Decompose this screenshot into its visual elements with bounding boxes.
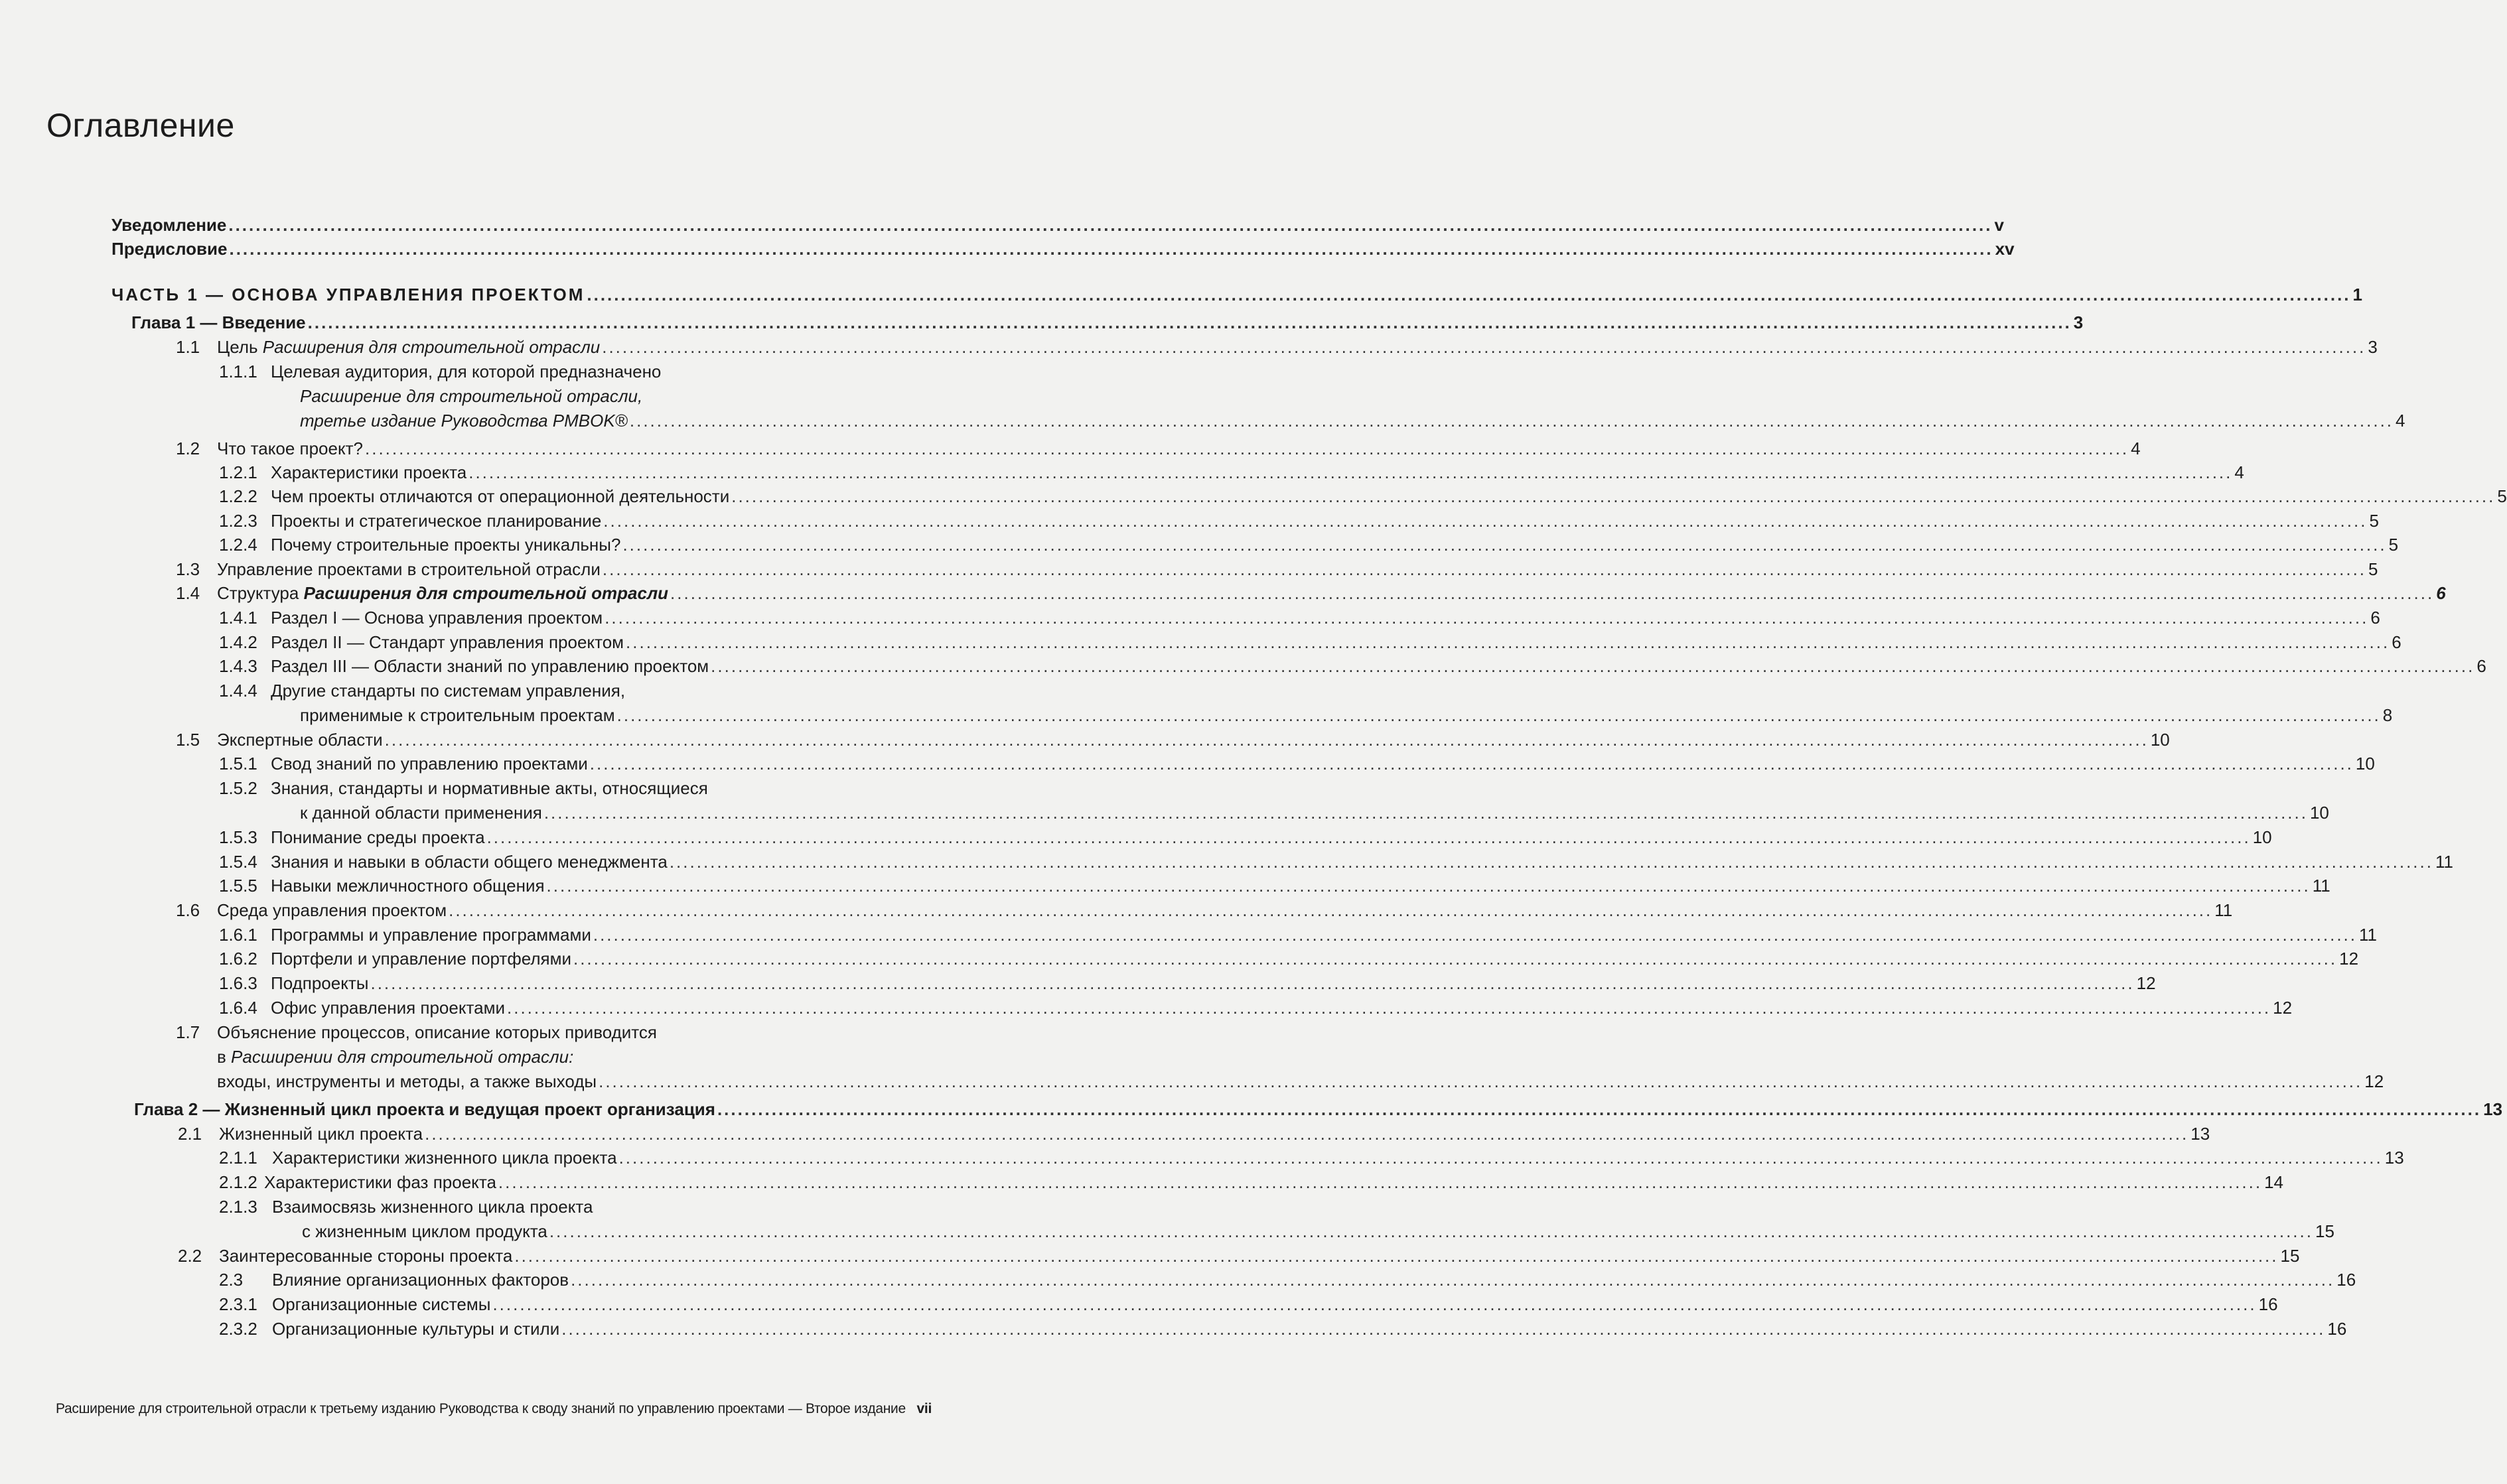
toc-entry-page: 16 (2258, 1294, 2278, 1314)
toc-dot-leader: .................................................................................................................................................................................................................................................................... (229, 239, 1993, 259)
toc-entry-title: Офис управления проектами (271, 998, 505, 1018)
toc-entry-number: 2.1.3 (219, 1197, 257, 1217)
toc-entry-page: 15 (2315, 1221, 2334, 1241)
toc-entry (134, 1098, 2503, 1120)
toc-entry-number: 1.1 (176, 337, 200, 357)
toc-entry-page: 8 (2382, 705, 2393, 725)
toc-entry (217, 1046, 853, 1068)
toc-dot-leader: .................................................................................................................................................................................................................................................................... (486, 827, 2251, 847)
toc-entry-title: Чем проекты отличаются от операционной деятельности (271, 486, 730, 506)
toc-entry-number: 1.4.2 (219, 632, 257, 652)
toc-entry-number: 1.2.2 (219, 486, 257, 506)
footer-text: Расширение для строительной отрасли к третьему изданию Руководства к своду знаний по управлению проектами — Второе издание (56, 1401, 906, 1416)
toc-entry-page: 5 (2369, 511, 2379, 531)
toc-entry-title: Знания и навыки в области общего менеджмента (271, 852, 668, 872)
toc-entry (219, 972, 2156, 994)
toc-entry-number: 1.2.1 (219, 462, 257, 482)
toc-entry-page: 12 (2339, 949, 2359, 969)
toc-entry-title: Среда управления проектом (217, 900, 447, 920)
toc-entry (176, 728, 2170, 751)
toc-entry (178, 1245, 2300, 1267)
toc-dot-leader: .................................................................................................................................................................................................................................................................... (599, 1071, 2363, 1091)
toc-entry-number: 1.5.2 (219, 778, 257, 798)
toc-entry-title: Предисловие (111, 239, 228, 259)
toc-entry-title: Программы и управление программами (271, 925, 591, 945)
toc-entry-title: Почему строительные проекты уникальны? (271, 535, 621, 555)
toc-entry-title: входы, инструменты и методы, а также выходы (217, 1071, 597, 1091)
toc-entry (178, 1122, 2210, 1145)
toc-entry (176, 899, 2233, 921)
toc-entry-number: 1.4.1 (219, 608, 257, 628)
toc-entry (219, 777, 853, 799)
toc-entry-title: Раздел I — Основа управления проектом (271, 608, 603, 628)
toc-entry (219, 533, 2399, 556)
toc-dot-leader: .................................................................................................................................................................................................................................................................... (498, 1172, 2263, 1192)
toc-entry-page: 13 (2483, 1099, 2503, 1119)
toc-entry-title: к данной области применения (300, 803, 542, 823)
toc-dot-leader: .................................................................................................................................................................................................................................................................... (602, 337, 2366, 357)
toc-dot-leader: .................................................................................................................................................................................................................................................................... (546, 876, 2311, 896)
toc-entry (219, 826, 2272, 848)
toc-entry-page: 3 (2073, 312, 2084, 332)
toc-entry-title: Понимание среды проекта (271, 827, 485, 847)
toc-dot-leader: .................................................................................................................................................................................................................................................................... (573, 949, 2338, 969)
toc-entry-title: Проекты и стратегическое планирование (271, 511, 602, 531)
toc-dot-leader: .................................................................................................................................................................................................................................................................... (605, 608, 2369, 628)
toc-entry-number: 1.6.2 (219, 949, 257, 969)
toc-entry (176, 336, 2378, 358)
toc-entry-title: Организационные системы (272, 1294, 491, 1314)
toc-entry (219, 1317, 2347, 1340)
toc-entry (111, 283, 2365, 306)
toc-entry (219, 606, 2380, 629)
toc-entry-number: 1.2 (176, 438, 200, 458)
toc-entry-page: 6 (2392, 632, 2401, 652)
toc-dot-leader: .................................................................................................................................................................................................................................................................... (365, 438, 2129, 458)
toc-entry-number: 2.3.2 (219, 1319, 257, 1339)
toc-entry-number: 1.6.4 (219, 998, 257, 1018)
toc-dot-leader: .................................................................................................................................................................................................................................................................... (629, 411, 2394, 431)
toc-dot-leader: .................................................................................................................................................................................................................................................................... (589, 754, 2354, 774)
toc-entry-page: 6 (2370, 608, 2380, 628)
toc-entry (300, 704, 2393, 726)
toc-entry-title: Свод знаний по управлению проектами (271, 754, 588, 774)
toc-dot-leader: .................................................................................................................................................................................................................................................................... (425, 1124, 2189, 1144)
toc-entry-title: Жизненный цикл проекта (219, 1124, 423, 1144)
toc-dot-leader: .................................................................................................................................................................................................................................................................... (616, 705, 2381, 725)
toc-entry (219, 1146, 2404, 1169)
toc-entry (217, 1070, 2384, 1093)
toc-dot-leader: .................................................................................................................................................................................................................................................................... (717, 1099, 2482, 1119)
toc-entry-title: Характеристики жизненного цикла проекта (272, 1148, 617, 1168)
toc-entry-title: Характеристики фаз проекта (264, 1172, 496, 1192)
toc-entry-number: 2.1 (178, 1124, 202, 1144)
toc-entry-title: Объяснение процессов, описание которых приводится (217, 1022, 657, 1042)
toc-entry-number: 2.3 (219, 1270, 244, 1290)
toc-dot-leader: .................................................................................................................................................................................................................................................................... (711, 656, 2475, 676)
toc-entry-title: Уведомление (111, 215, 227, 235)
toc-entry-title: Заинтересованные стороны проекта (219, 1246, 513, 1266)
toc-dot-leader: .................................................................................................................................................................................................................................................................... (622, 535, 2387, 555)
toc-dot-leader: .................................................................................................................................................................................................................................................................... (307, 312, 2072, 332)
toc-entry-number: 1.5.5 (219, 876, 257, 896)
toc-entry (219, 923, 2377, 946)
toc-entry-number: 1.4 (176, 583, 200, 603)
toc-entry-page: 4 (2396, 411, 2405, 431)
toc-entry-number: 2.1.1 (219, 1148, 257, 1168)
toc-entry (219, 874, 2330, 897)
toc-entry-page: 13 (2190, 1124, 2210, 1144)
toc-dot-leader: .................................................................................................................................................................................................................................................................... (618, 1148, 2383, 1168)
toc-dot-leader: .................................................................................................................................................................................................................................................................... (549, 1221, 2313, 1241)
toc-dot-leader: .................................................................................................................................................................................................................................................................... (514, 1246, 2279, 1266)
toc-entry-page: 11 (2214, 900, 2233, 920)
toc-entry (111, 237, 2015, 260)
toc-entry-number: 1.4.3 (219, 656, 257, 676)
toc-dot-leader: .................................................................................................................................................................................................................................................................... (571, 1270, 2335, 1290)
toc-entry (176, 582, 2446, 604)
toc-entry-title: ЧАСТЬ 1 — ОСНОВА УПРАВЛЕНИЯ ПРОЕКТОМ (111, 285, 585, 304)
toc-entry-number: 1.6 (176, 900, 200, 920)
toc-entry (219, 1293, 2278, 1315)
toc-entry (219, 1195, 853, 1218)
toc-dot-leader: .................................................................................................................................................................................................................................................................... (492, 1294, 2257, 1314)
toc-entry-number: 1.3 (176, 559, 200, 579)
toc-entry-number: 1.5 (176, 730, 200, 750)
toc-dot-leader: .................................................................................................................................................................................................................................................................... (561, 1319, 2326, 1339)
toc-entry-number: 1.5.3 (219, 827, 257, 847)
toc-entry-title: Знания, стандарты и нормативные акты, относящиеся (271, 778, 708, 798)
toc-entry-title: Другие стандарты по системам управления, (271, 681, 626, 701)
toc-entry-title: Экспертные области (217, 730, 383, 750)
toc-entry-number: 1.2.3 (219, 511, 257, 531)
toc-entry-number: 1.4.4 (219, 681, 257, 701)
toc-entry-number: 2.1.2 (219, 1172, 257, 1192)
toc-entry-page: 4 (2131, 438, 2141, 458)
toc-entry-title: третье издание Руководства PMBOK® (300, 411, 628, 431)
toc-entry-title: с жизненным циклом продукта (302, 1221, 547, 1241)
toc-entry-page: 1 (2352, 285, 2365, 304)
toc-entry-number: 2.2 (178, 1246, 202, 1266)
toc-entry (219, 1268, 2356, 1291)
toc-entry-page: 12 (2364, 1071, 2384, 1091)
toc-entry (219, 360, 853, 383)
toc-entry (219, 1171, 2283, 1193)
toc-entry (219, 752, 2375, 775)
toc-entry (300, 385, 853, 407)
toc-entry-number: 1.5.1 (219, 754, 257, 774)
toc-entry (219, 850, 2453, 873)
toc-entry-title: Расширение для строительной отрасли, (300, 386, 643, 406)
toc-dot-leader: .................................................................................................................................................................................................................................................................... (228, 215, 1993, 235)
toc-entry (219, 679, 853, 702)
toc-entry-page: 11 (2312, 876, 2330, 896)
toc-entry (219, 947, 2359, 970)
toc-entry-number: 1.5.4 (219, 852, 257, 872)
toc-entry-title: Навыки межличностного общения (271, 876, 545, 896)
toc-entry-number: 1.7 (176, 1022, 200, 1042)
toc-entry-page: 6 (2476, 656, 2486, 676)
toc-dot-leader: .................................................................................................................................................................................................................................................................... (507, 998, 2271, 1018)
toc-entry (176, 558, 2378, 580)
toc-entry-page: 4 (2234, 462, 2244, 482)
toc-dot-leader: .................................................................................................................................................................................................................................................................... (370, 973, 2135, 993)
toc-entry-page: 12 (2136, 973, 2156, 993)
toc-entry-page: 6 (2436, 583, 2446, 603)
toc-entry (219, 631, 2401, 653)
toc-entry (219, 996, 2293, 1019)
toc-entry-number: 2.3.1 (219, 1294, 257, 1314)
toc-entry-page: 5 (2388, 535, 2399, 555)
toc-dot-leader: .................................................................................................................................................................................................................................................................... (731, 486, 2496, 506)
toc-entry-page: 11 (2359, 925, 2377, 945)
toc-entry-title: Управление проектами в строительной отрасли (217, 559, 601, 579)
toc-entry-page: 5 (2497, 486, 2507, 506)
toc-dot-leader: .................................................................................................................................................................................................................................................................... (468, 462, 2233, 482)
toc-entry (219, 509, 2379, 532)
toc-entry-page: xv (1995, 239, 2015, 259)
toc-entry-title: Глава 1 — Введение (131, 312, 306, 332)
toc-entry (219, 485, 2507, 507)
toc-entry-number: 1.6.3 (219, 973, 257, 993)
toc-dot-leader: .................................................................................................................................................................................................................................................................... (587, 285, 2351, 304)
toc-entry-page: 10 (2150, 730, 2170, 750)
toc-entry-number: 1.6.1 (219, 925, 257, 945)
toc-entry-title: Организационные культуры и стили (272, 1319, 560, 1339)
toc-entry-page: 3 (2368, 337, 2378, 357)
toc-entry-title: Влияние организационных факторов (272, 1270, 569, 1290)
toc-entry-title: Целевая аудитория, для которой предназначено (271, 362, 662, 381)
toc-entry-number: 1.2.4 (219, 535, 257, 555)
toc-entry-title: Портфели и управление портфелями (271, 949, 571, 969)
toc-entry-title: Раздел II — Стандарт управления проектом (271, 632, 624, 652)
toc-entry-number: 1.1.1 (219, 362, 257, 381)
toc-dot-leader: .................................................................................................................................................................................................................................................................... (669, 852, 2433, 872)
toc-entry-title: Цель Расширения для строительной отрасли (217, 337, 601, 357)
toc-entry (131, 311, 2084, 334)
toc-dot-leader: .................................................................................................................................................................................................................................................................... (626, 632, 2390, 652)
toc-entry-page: 11 (2435, 852, 2453, 872)
toc-entry (219, 655, 2486, 677)
toc-entry (300, 409, 2405, 432)
toc-entry-page: 14 (2264, 1172, 2283, 1192)
toc-dot-leader: .................................................................................................................................................................................................................................................................... (670, 583, 2435, 603)
toc-entry-page: 5 (2368, 559, 2378, 579)
toc-entry-page: 16 (2327, 1319, 2347, 1339)
toc-dot-leader: .................................................................................................................................................................................................................................................................... (449, 900, 2213, 920)
toc-entry-page: v (1994, 215, 2004, 235)
toc-dot-leader: .................................................................................................................................................................................................................................................................... (602, 559, 2367, 579)
page-title: Оглавление (46, 107, 235, 144)
toc-entry-title: Раздел III — Области знаний по управлению проектом (271, 656, 709, 676)
toc-entry-title: Взаимосвязь жизненного цикла проекта (272, 1197, 593, 1217)
toc-entry (300, 801, 2329, 824)
toc-entry-title: Подпроекты (271, 973, 369, 993)
toc-entry-page: 10 (2309, 803, 2329, 823)
toc-entry-page: 15 (2280, 1246, 2300, 1266)
toc-entry-title: Структура Расширения для строительной отрасли (217, 583, 669, 603)
toc-entry-page: 10 (2355, 754, 2375, 774)
toc-entry-title: Глава 2 — Жизненный цикл проекта и ведущая проект организация (134, 1099, 715, 1119)
toc-entry-page: 16 (2336, 1270, 2356, 1290)
toc-entry-page: 10 (2252, 827, 2272, 847)
toc-entry-title: Что такое проект? (217, 438, 364, 458)
toc-entry-title: применимые к строительным проектам (300, 705, 615, 725)
toc-entry (219, 461, 2244, 484)
toc-entry-page: 13 (2384, 1148, 2404, 1168)
toc-dot-leader: .................................................................................................................................................................................................................................................................... (543, 803, 2308, 823)
toc-entry (176, 1021, 853, 1044)
toc-entry (302, 1220, 2334, 1243)
page-footer (56, 1401, 932, 1417)
toc-dot-leader: .................................................................................................................................................................................................................................................................... (593, 925, 2357, 945)
toc-entry-title: Характеристики проекта (271, 462, 467, 482)
toc-entry (176, 437, 2141, 460)
toc-entry-title: в Расширении для строительной отрасли: (217, 1047, 574, 1067)
footer-page-number: vii (916, 1401, 932, 1416)
toc-entry-page: 12 (2273, 998, 2293, 1018)
toc-dot-leader: .................................................................................................................................................................................................................................................................... (384, 730, 2149, 750)
toc-entry (111, 214, 2004, 236)
toc-dot-leader: .................................................................................................................................................................................................................................................................... (603, 511, 2368, 531)
